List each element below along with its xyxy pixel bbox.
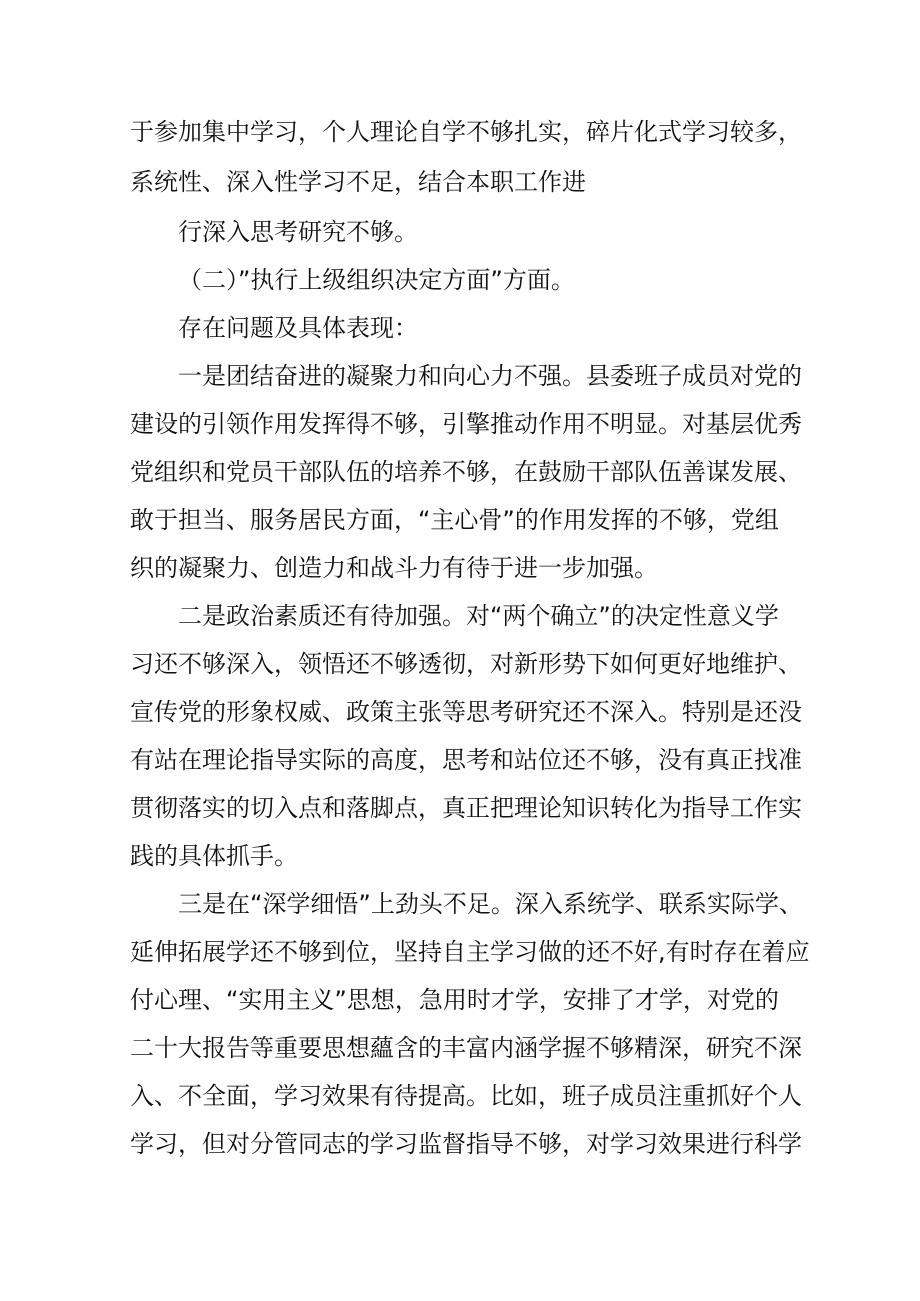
text-line: 习还不够深入，领悟还不够透彻，对新形势下如何更好地维护、 xyxy=(130,650,802,678)
text-line: 延伸拓展学还不够到位，坚持自主学习做的还不好,有时存在着应 xyxy=(130,938,810,966)
text-line: 三是在“深学细悟”上劲头不足。深入系统学、联系实际学、 xyxy=(178,890,803,918)
text-line: 于参加集中学习，个人理论自学不够扎实，碎片化式学习较多， xyxy=(130,118,802,146)
text-line: 建设的引领作用发挥得不够，引擎推动作用不明显。对基层优秀 xyxy=(130,410,802,438)
text-line: 有站在理论指导实际的高度，思考和站位还不够，没有真正找准 xyxy=(130,746,802,774)
text-line: 织的凝聚力、创造力和战斗力有待于进一步加强。 xyxy=(130,554,658,582)
text-line: 二是政治素质还有待加强。对“两个确立”的决定性意义学 xyxy=(178,602,779,630)
text-line: 入、不全面，学习效果有待提高。比如，班子成员注重抓好个人 xyxy=(130,1082,802,1110)
text-line: 存在问题及具体表现： xyxy=(178,314,418,342)
text-line: 付心理、“实用主义”思想，急用时才学，安排了才学，对党的 xyxy=(130,986,779,1014)
text-line: 学习，但对分管同志的学习监督指导不够，对学习效果进行科学 xyxy=(130,1130,802,1158)
section-heading: （二）”执行上级组织决定方面”方面。 xyxy=(178,266,575,294)
text-line: 党组织和党员干部队伍的培养不够，在鼓励干部队伍善谋发展、 xyxy=(130,458,802,486)
text-line: 行深入思考研究不够。 xyxy=(178,218,418,246)
text-line: 敢于担当、服务居民方面，“主心骨”的作用发挥的不够，党组 xyxy=(130,506,779,534)
text-line: 践的具体抓手。 xyxy=(130,842,298,870)
text-line: 系统性、深入性学习不足，结合本职工作进 xyxy=(130,168,586,196)
text-line: 宣传党的形象权威、政策主张等思考研究还不深入。特别是还没 xyxy=(130,698,802,726)
text-line: 二十大报告等重要思想蘊含的丰富内涵学握不够精深，研究不深 xyxy=(130,1034,802,1062)
text-line: 一是团结奋进的凝聚力和向心力不强。县委班子成员对党的 xyxy=(178,362,802,390)
text-line: 贯彻落实的切入点和落脚点，真正把理论知识转化为指导工作实 xyxy=(130,794,802,822)
